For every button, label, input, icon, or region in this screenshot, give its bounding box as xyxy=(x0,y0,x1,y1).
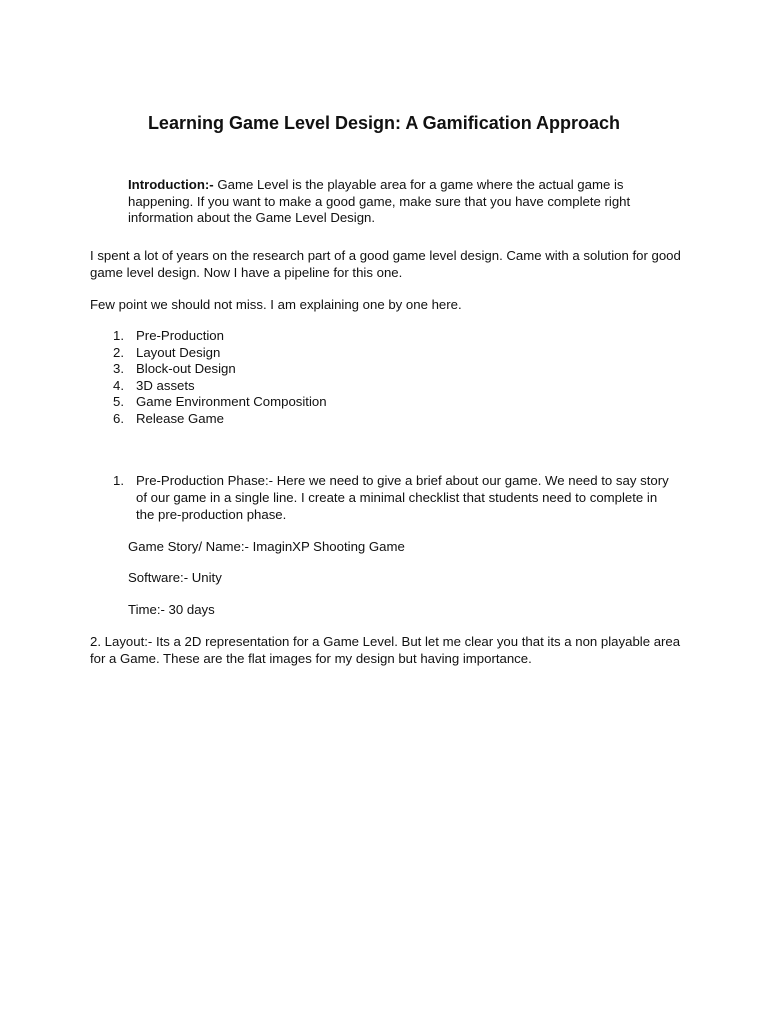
introduction-lead: Introduction:- xyxy=(128,177,214,192)
time-line: Time:- 30 days xyxy=(128,602,215,617)
list-item-number: 3. xyxy=(113,361,124,376)
points-paragraph: Few point we should not miss. I am explaining one by one here. xyxy=(90,297,462,312)
introduction-paragraph xyxy=(128,177,648,227)
phase-item-number: 1. xyxy=(113,473,124,488)
list-item-number: 4. xyxy=(113,377,124,393)
list-item xyxy=(104,361,327,378)
layout-paragraph: 2. Layout:- Its a 2D representation for a Game Level. But let me clear you that its a non playable area for a Game. These are the flat images for my design but having importance. xyxy=(90,634,681,666)
list-item xyxy=(104,411,327,428)
pipeline-list xyxy=(104,328,327,427)
list-item-number: 1. xyxy=(113,328,124,343)
list-item-label: Pre-Production xyxy=(136,328,224,343)
list-item-number: 5. xyxy=(113,394,124,409)
introduction-text: Game Level is the playable area for a game where the actual game is happening. If you want to make a good game, make sure that you have complete right information about the Game Level Design. xyxy=(128,177,631,225)
research-paragraph: I spent a lot of years on the research part of a good game level design. Came with a solution for good game level design. Now I have a pipeline for this one. xyxy=(90,248,681,280)
list-item xyxy=(104,345,327,362)
list-item xyxy=(104,378,327,395)
list-item-number: 2. xyxy=(113,344,124,360)
list-item-label: 3D assets xyxy=(136,377,195,393)
list-item-number: 6. xyxy=(113,410,124,426)
list-item-label: Block-out Design xyxy=(136,361,236,376)
list-item-label: Game Environment Composition xyxy=(136,394,327,409)
list-item-label: Layout Design xyxy=(136,344,221,360)
document-title: Learning Game Level Design: A Gamification Approach xyxy=(147,113,621,133)
pre-production-phase-item xyxy=(104,473,676,523)
phase-item-text: Pre-Production Phase:- Here we need to give a brief about our game. We need to say story of our game in a single line. I create a minimal checklist that students need to complete in the pre-production phase. xyxy=(136,473,669,522)
software-line: Software:- Unity xyxy=(128,570,222,585)
list-item xyxy=(104,394,327,411)
game-story-line: Game Story/ Name:- ImaginXP Shooting Game xyxy=(128,539,405,554)
list-item xyxy=(104,328,327,345)
list-item-label: Release Game xyxy=(136,410,224,426)
